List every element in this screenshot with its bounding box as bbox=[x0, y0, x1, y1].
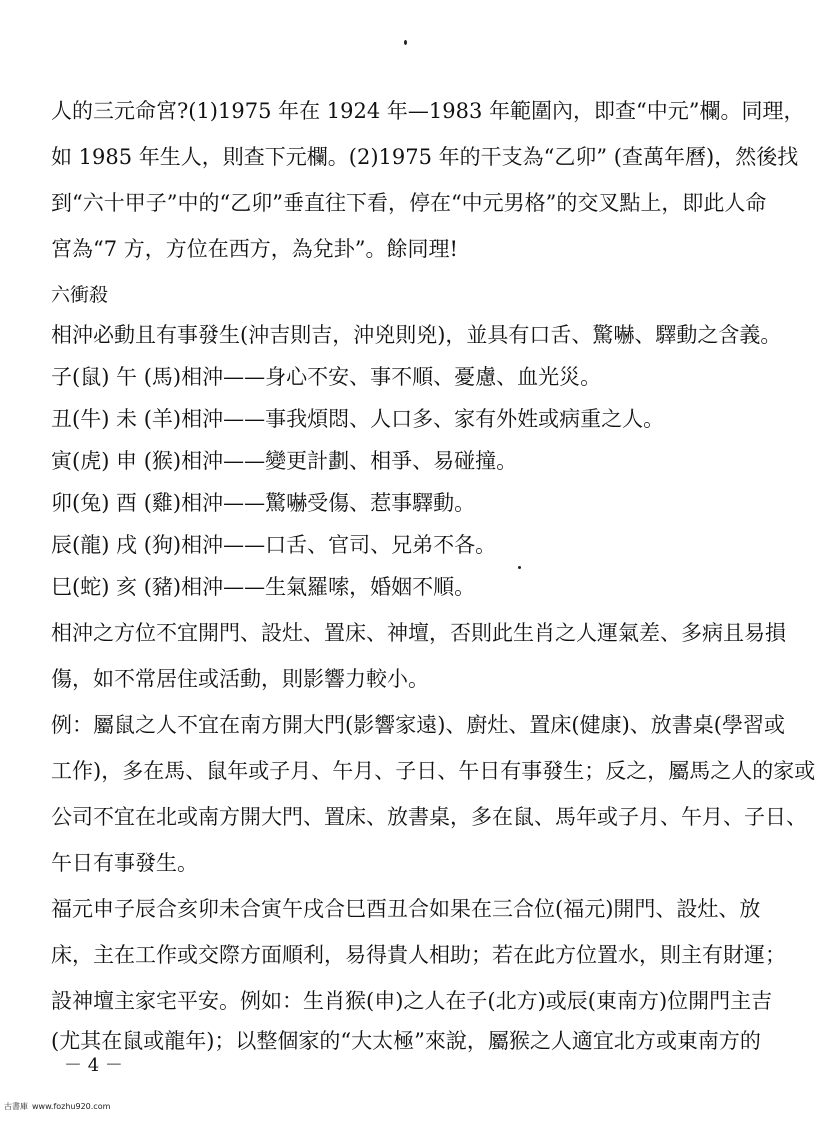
text-line-8: 丑(牛) 未 (羊)相沖——事我煩悶、人口多、家有外姓或病重之人。 bbox=[51, 407, 665, 431]
section-heading: 六衝殺 bbox=[51, 284, 109, 306]
scan-speck bbox=[518, 566, 521, 569]
text-line-12: 巳(蛇) 亥 (豬)相沖——生氣羅嗦，婚姻不順。 bbox=[51, 575, 476, 599]
text-line-10: 卯(兔) 酉 (雞)相沖——驚嚇受傷、惹事驛動。 bbox=[51, 491, 476, 515]
footer-brand: 古書庫 bbox=[4, 1102, 28, 1111]
text-line-19: 福元申子辰合亥卯未合寅午戌合巳酉丑合如果在三合位(福元)開門、設灶、放 bbox=[51, 897, 761, 921]
text-line-15: 例：屬鼠之人不宜在南方開大門(影響家遠)、廚灶、置床(健康)、放書桌(學習或 bbox=[51, 713, 785, 737]
text-line-21: 設神壇主家宅平安。例如：生肖猴(申)之人在子(北方)或辰(東南方)位開門主吉 bbox=[51, 989, 773, 1013]
text-line-7: 子(鼠) 午 (馬)相沖——身心不安、事不順、憂慮、血光災。 bbox=[51, 365, 602, 389]
text-line-14: 傷，如不常居住或活動，則影響力較小。 bbox=[51, 667, 429, 691]
text-line-13: 相沖之方位不宜開門、設灶、置床、神壇，否則此生肖之人運氣差、多病且易損 bbox=[51, 621, 786, 645]
text-line-4: 宮為“7 方，方位在西方，為兌卦”。餘同理! bbox=[51, 237, 458, 261]
text-line-1: 人的三元命宮?(1)1975 年在 1924 年—1983 年範圍內，即查“中元”欄。同理， bbox=[51, 99, 805, 123]
text-line-2: 如 1985 年生人，則查下元欄。(2)1975 年的干支為“乙卯” (查萬年曆)，然後找 bbox=[51, 145, 799, 169]
text-line-17: 公司不宜在北或南方開大門、置床、放書桌，多在鼠、馬年或子月、午月、子日、 bbox=[51, 805, 807, 829]
page-number: － 4 － bbox=[64, 1055, 123, 1076]
footer-url: www.fozhu920.com bbox=[32, 1102, 111, 1111]
text-line-9: 寅(虎) 申 (猴)相沖——變更計劃、相爭、易碰撞。 bbox=[51, 449, 518, 473]
text-line-16: 工作)，多在馬、鼠年或子月、午月、子日、午日有事發生；反之，屬馬之人的家或 bbox=[51, 759, 815, 783]
text-line-6: 相沖必動且有事發生(沖吉則吉，沖兇則兇)，並具有口舌、驚嚇、驛動之含義。 bbox=[51, 323, 782, 347]
text-line-18: 午日有事發生。 bbox=[51, 851, 198, 875]
text-line-20: 床，主在工作或交際方面順利，易得貴人相助；若在此方位置水，則主有財運； bbox=[51, 943, 786, 967]
text-line-22: (尤其在鼠或龍年)；以整個家的“大太極”來說，屬猴之人適宜北方或東南方的 bbox=[51, 1029, 761, 1053]
text-line-3: 到“六十甲子”中的“乙卯”垂直往下看，停在“中元男格”的交叉點上，即此人命 bbox=[51, 191, 767, 215]
scan-speck bbox=[404, 40, 407, 45]
footer-watermark bbox=[4, 1102, 110, 1112]
text-line-11: 辰(龍) 戌 (狗)相沖——口舌、官司、兄弟不各。 bbox=[51, 533, 497, 557]
